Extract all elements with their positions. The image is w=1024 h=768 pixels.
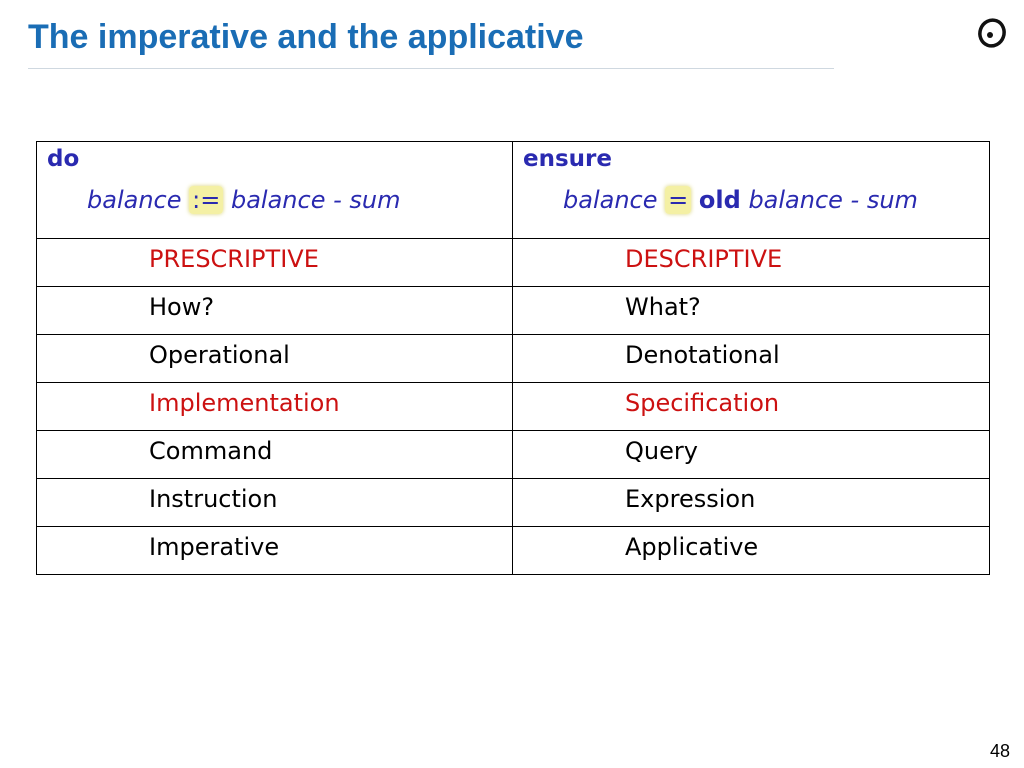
table-row <box>37 527 990 575</box>
table-row <box>37 239 990 287</box>
page-number: 48 <box>990 741 1011 761</box>
ensure-keyword: ensure <box>523 146 612 172</box>
right-term: What? <box>625 293 701 321</box>
right-cell <box>513 239 990 287</box>
table-row <box>37 335 990 383</box>
left-cell <box>37 527 513 575</box>
do-keyword: do <box>47 146 80 172</box>
table-row <box>37 383 990 431</box>
left-cell <box>37 383 513 431</box>
left-cell <box>37 479 513 527</box>
left-cell <box>37 335 513 383</box>
comparison-table <box>36 141 990 575</box>
right-cell <box>513 431 990 479</box>
postcondition-rhs: balance - sum <box>748 186 918 214</box>
right-term: Query <box>625 437 698 465</box>
slide-title: The imperative and the applicative <box>28 18 584 56</box>
table-row <box>37 287 990 335</box>
left-term: Imperative <box>149 533 280 561</box>
applicative-code-cell <box>513 142 990 239</box>
postcondition-expression <box>513 172 989 214</box>
right-term: DESCRIPTIVE <box>625 245 783 273</box>
assignment-operator: := <box>189 186 223 214</box>
left-term: Implementation <box>149 389 340 417</box>
left-cell <box>37 239 513 287</box>
title-divider <box>28 68 834 69</box>
right-cell <box>513 383 990 431</box>
assignment-rhs: balance - sum <box>230 186 401 214</box>
left-cell <box>37 431 513 479</box>
postcondition-lhs: balance <box>563 186 658 214</box>
left-term: Command <box>149 437 273 465</box>
left-term: Instruction <box>149 485 278 513</box>
table-row <box>37 479 990 527</box>
right-cell <box>513 287 990 335</box>
old-keyword: old <box>698 186 741 214</box>
right-term: Expression <box>625 485 756 513</box>
right-cell <box>513 527 990 575</box>
left-cell <box>37 287 513 335</box>
right-term: Specification <box>625 389 780 417</box>
left-term: How? <box>149 293 215 321</box>
left-term: Operational <box>149 341 290 369</box>
imperative-code-cell <box>37 142 513 239</box>
equality-operator: = <box>665 186 691 214</box>
right-term: Applicative <box>625 533 759 561</box>
table-row <box>37 431 990 479</box>
right-cell <box>513 335 990 383</box>
code-row <box>37 142 990 239</box>
left-term: PRESCRIPTIVE <box>149 245 319 273</box>
right-term: Denotational <box>625 341 780 369</box>
eiffel-logo-icon <box>974 14 1010 50</box>
assignment-lhs: balance <box>87 186 182 214</box>
assignment-expression <box>37 172 512 214</box>
right-cell <box>513 479 990 527</box>
